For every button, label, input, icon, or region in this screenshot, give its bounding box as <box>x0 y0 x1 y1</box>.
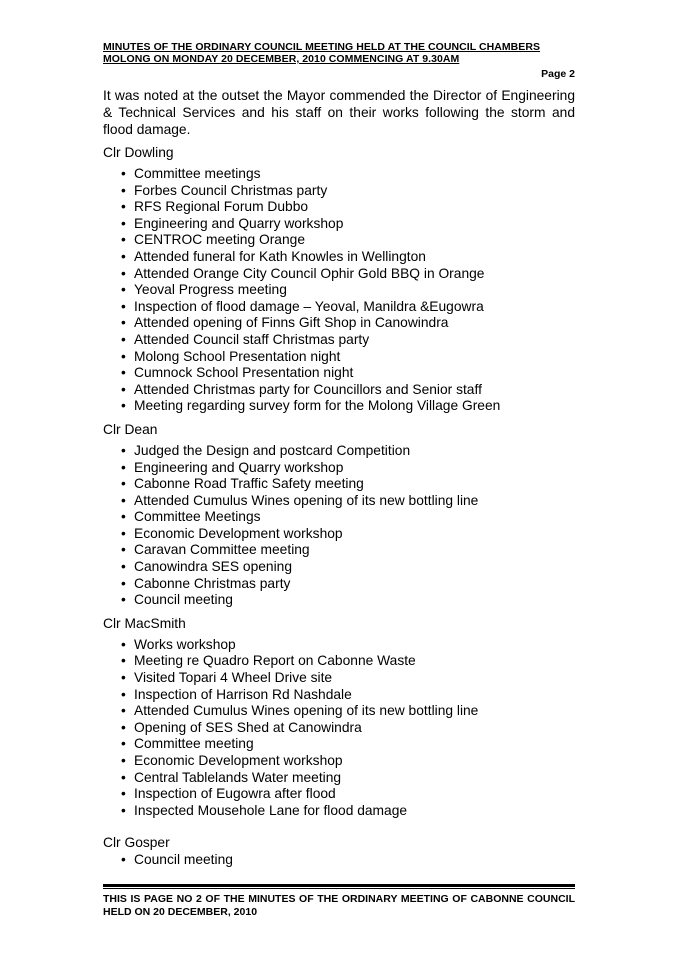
header-title-line1: MINUTES OF THE ORDINARY COUNCIL MEETING HELD AT THE COUNCIL CHAMBERS <box>103 41 541 53</box>
footer-rule <box>103 884 575 887</box>
list-item-text: RFS Regional Forum Dubbo <box>134 199 309 215</box>
list-item-text: Meeting regarding survey form for the Molong Village Green <box>134 398 501 414</box>
list-item <box>121 559 575 576</box>
list-item <box>121 803 575 820</box>
bullet-icon: • <box>121 182 126 198</box>
page-footer <box>103 884 575 919</box>
list-item-text: Visited Topari 4 Wheel Drive site <box>134 670 333 686</box>
list-item <box>121 460 575 477</box>
bullet-icon: • <box>121 166 126 181</box>
bullet-icon: • <box>121 525 126 541</box>
activity-list <box>103 443 575 609</box>
list-item-text: Attended Cumulus Wines opening of its new bottling line <box>134 492 479 508</box>
list-item-text: Opening of SES Shed at Canowindra <box>134 719 362 735</box>
list-item <box>121 183 575 200</box>
list-item-text: Attended funeral for Kath Knowles in Wellington <box>134 248 426 264</box>
councillor-name: Clr MacSmith <box>103 615 186 631</box>
bullet-icon: • <box>121 769 126 785</box>
list-item-text: Forbes Council Christmas party <box>134 182 328 198</box>
list-item <box>121 315 575 332</box>
list-item <box>121 592 575 609</box>
bullet-icon: • <box>121 282 126 298</box>
list-item-text: Inspection of flood damage – Yeoval, Manildra &Eugowra <box>134 298 484 314</box>
list-item-text: Meeting re Quadro Report on Cabonne Waste <box>134 653 416 669</box>
councillor-name: Clr Gosper <box>103 835 170 851</box>
list-item-text: Works workshop <box>134 636 236 652</box>
list-item <box>121 216 575 233</box>
bullet-icon: • <box>121 248 126 264</box>
page-body <box>103 41 575 869</box>
list-item-text: Judged the Design and postcard Competition <box>134 442 411 458</box>
list-item-text: Council meeting <box>134 592 233 608</box>
list-item-text: Cumnock School Presentation night <box>134 365 354 381</box>
list-item-text: Engineering and Quarry workshop <box>134 215 344 231</box>
list-item <box>121 332 575 349</box>
bullet-icon: • <box>121 199 126 215</box>
bullet-icon: • <box>121 348 126 364</box>
bullet-icon: • <box>121 232 126 248</box>
list-item-text: Central Tablelands Water meeting <box>134 769 342 785</box>
list-item-text: Attended opening of Finns Gift Shop in Canowindra <box>134 315 449 331</box>
bullet-icon: • <box>121 398 126 414</box>
list-item-text: Caravan Committee meeting <box>134 542 310 558</box>
list-item <box>121 443 575 460</box>
list-item <box>121 687 575 704</box>
bullet-icon: • <box>121 509 126 525</box>
bullet-icon: • <box>121 459 126 475</box>
list-item-text: Cabonne Christmas party <box>134 575 291 591</box>
list-item <box>121 770 575 787</box>
list-item <box>121 753 575 770</box>
bullet-icon: • <box>121 542 126 558</box>
list-item-text: Canowindra SES opening <box>134 559 293 575</box>
bullet-icon: • <box>121 381 126 397</box>
list-item <box>121 493 575 510</box>
list-item <box>121 398 575 415</box>
bullet-icon: • <box>121 331 126 347</box>
bullet-icon: • <box>121 753 126 768</box>
list-item <box>121 852 575 869</box>
list-item-text: Molong School Presentation night <box>134 348 341 364</box>
list-item <box>121 736 575 753</box>
bullet-icon: • <box>121 365 126 381</box>
list-item-text: Attended Orange City Council Ophir Gold BBQ in Orange <box>134 265 485 281</box>
bullet-icon: • <box>121 786 126 802</box>
list-item-text: Council meeting <box>134 852 233 868</box>
bullet-icon: • <box>121 592 126 608</box>
list-item-text: Committee meetings <box>134 166 261 181</box>
bullet-icon: • <box>121 802 126 818</box>
page-number: Page 2 <box>541 68 575 80</box>
councillor-name: Clr Dean <box>103 421 158 437</box>
list-item-text: Engineering and Quarry workshop <box>134 459 344 475</box>
list-item <box>121 509 575 526</box>
list-item <box>121 576 575 593</box>
list-item <box>121 637 575 654</box>
councillor-sections <box>103 144 575 869</box>
bullet-icon: • <box>121 492 126 508</box>
bullet-icon: • <box>121 298 126 314</box>
bullet-icon: • <box>121 653 126 669</box>
list-item <box>121 542 575 559</box>
intro-paragraph: It was noted at the outset the Mayor commended the Director of Engineering & Technical Services and his staff on their works following the storm and flood damage. <box>103 88 575 137</box>
bullet-icon: • <box>121 852 126 868</box>
list-item <box>121 266 575 283</box>
list-item <box>121 786 575 803</box>
list-item <box>121 166 575 183</box>
footer-rule-thin <box>103 888 575 889</box>
bullet-icon: • <box>121 703 126 719</box>
list-item <box>121 199 575 216</box>
list-item <box>121 703 575 720</box>
list-item-text: Attended Cumulus Wines opening of its new bottling line <box>134 703 479 719</box>
bullet-icon: • <box>121 719 126 735</box>
bullet-icon: • <box>121 559 126 575</box>
list-item-text: Inspection of Harrison Rd Nashdale <box>134 686 352 702</box>
list-item-text: Committee meeting <box>134 736 254 752</box>
bullet-icon: • <box>121 670 126 686</box>
activity-list <box>103 637 575 820</box>
list-item <box>121 526 575 543</box>
list-item <box>121 282 575 299</box>
footer-text: THIS IS PAGE NO 2 OF THE MINUTES OF THE ORDINARY MEETING OF CABONNE COUNCIL HELD ON 20 DECEMBER, 2010 <box>103 893 575 918</box>
list-item-text: Attended Christmas party for Councillors and Senior staff <box>134 381 482 397</box>
list-item <box>121 249 575 266</box>
list-item <box>121 720 575 737</box>
list-item-text: Attended Council staff Christmas party <box>134 331 370 347</box>
bullet-icon: • <box>121 575 126 591</box>
list-item-text: Inspection of Eugowra after flood <box>134 786 336 802</box>
activity-list <box>103 166 575 415</box>
list-item-text: Yeoval Progress meeting <box>134 282 287 298</box>
list-item-text: Inspected Mousehole Lane for flood damage <box>134 802 408 818</box>
list-item-text: CENTROC meeting Orange <box>134 232 305 248</box>
bullet-icon: • <box>121 442 126 458</box>
bullet-icon: • <box>121 636 126 652</box>
list-item <box>121 232 575 249</box>
bullet-icon: • <box>121 686 126 702</box>
list-item <box>121 670 575 687</box>
list-item-text: Economic Development workshop <box>134 525 343 541</box>
bullet-icon: • <box>121 315 126 331</box>
bullet-icon: • <box>121 736 126 752</box>
list-item <box>121 349 575 366</box>
list-item <box>121 382 575 399</box>
bullet-icon: • <box>121 265 126 281</box>
list-item <box>121 365 575 382</box>
spacer <box>103 819 575 828</box>
councillor-name: Clr Dowling <box>103 145 174 160</box>
list-item <box>121 476 575 493</box>
list-item-text: Committee Meetings <box>134 509 261 525</box>
list-item <box>121 299 575 316</box>
list-item-text: Cabonne Road Traffic Safety meeting <box>134 476 364 492</box>
activity-list <box>103 852 575 869</box>
list-item-text: Economic Development workshop <box>134 753 343 768</box>
list-item <box>121 653 575 670</box>
header-title-line2: MOLONG ON MONDAY 20 DECEMBER, 2010 COMMENCING AT 9.30AM <box>103 53 460 65</box>
bullet-icon: • <box>121 215 126 231</box>
bullet-icon: • <box>121 476 126 492</box>
